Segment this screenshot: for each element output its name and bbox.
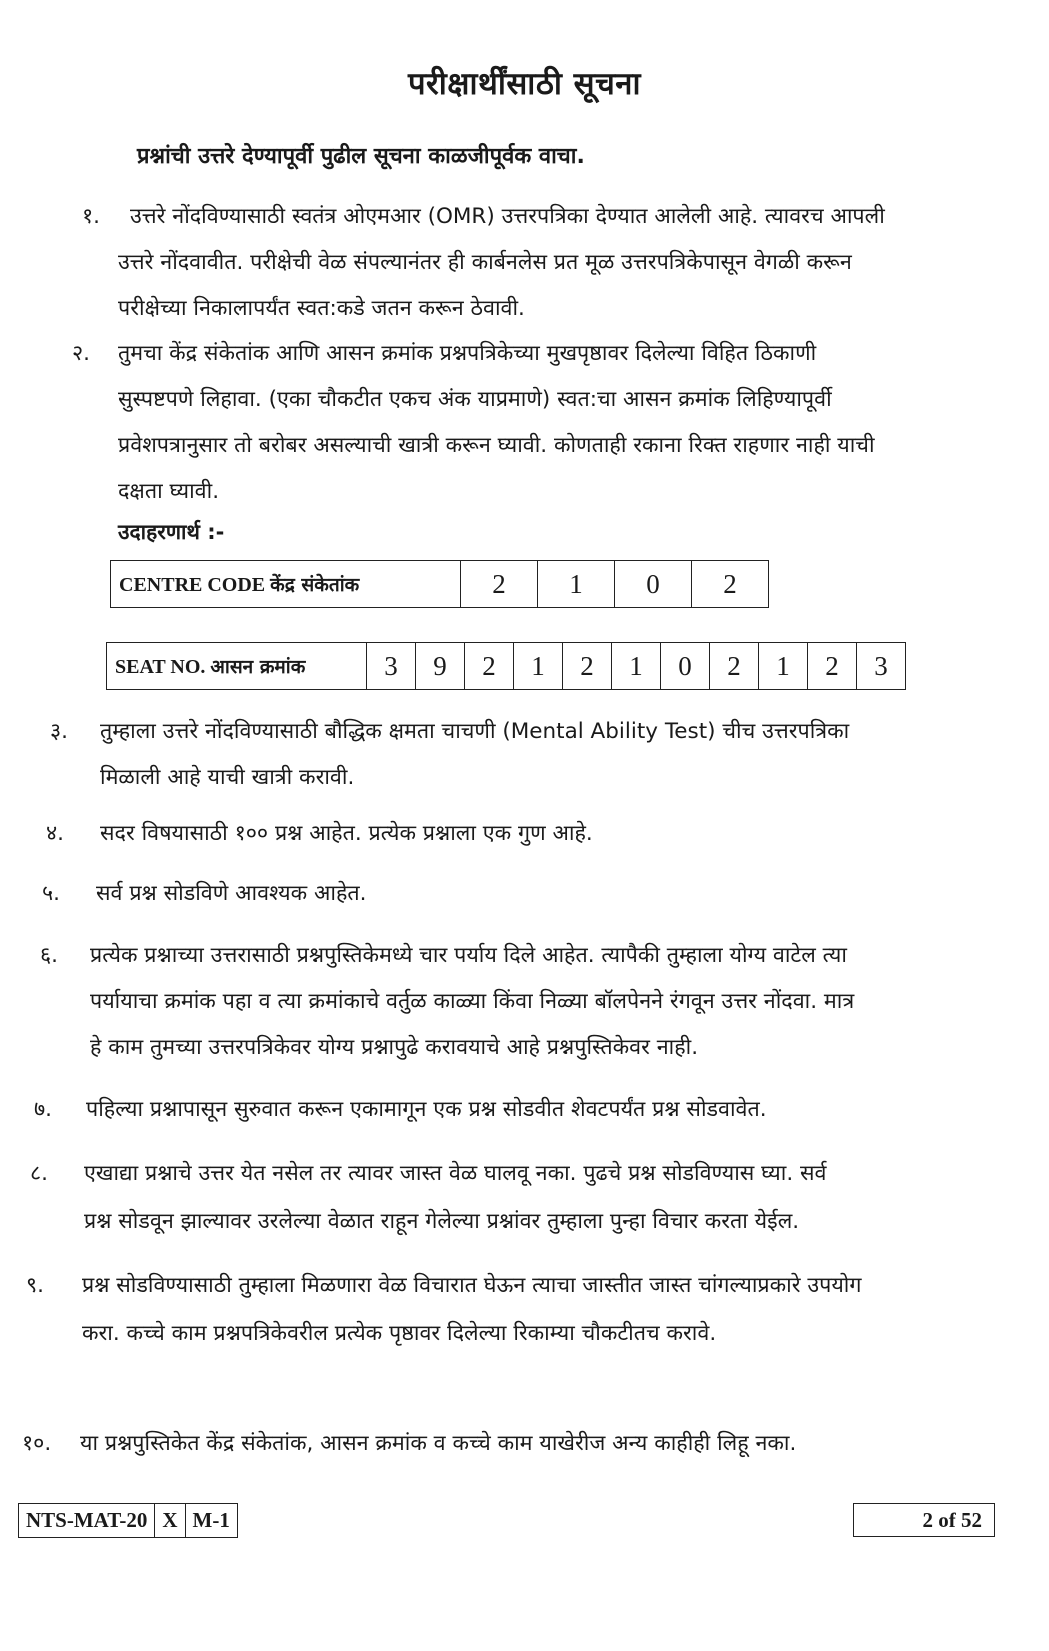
instruction-line: पर्यायाचा क्रमांक पहा व त्या क्रमांकाचे वर्तुळ काळ्या किंवा निळ्या बॉलपेनने रंगवून उत्तर नोंदवा. मात्र — [90, 989, 855, 1014]
instruction-number: ६. — [40, 943, 59, 968]
page-title: परीक्षार्थींसाठी सूचना — [407, 66, 642, 102]
instruction-line: पहिल्या प्रश्नापासून सुरुवात करून एकामागून एक प्रश्न सोडवीत शेवटपर्यंत प्रश्न सोडवावेत. — [86, 1097, 767, 1122]
seat-no-digit: 0 — [661, 643, 710, 690]
example-label: उदाहरणार्थ :- — [118, 520, 225, 544]
instruction-number: ८. — [30, 1161, 49, 1186]
instruction-line: हे काम तुमच्या उत्तरपत्रिकेवर योग्य प्रश्नापुढे करावयाचे आहे प्रश्नपुस्तिकेवर नाही. — [90, 1035, 699, 1060]
seat-no-digit: 2 — [808, 643, 857, 690]
centre-code-label: CENTRE CODE केंद्र संकेतांक — [111, 561, 461, 608]
instruction-number: १. — [82, 204, 101, 229]
instruction-number: २. — [72, 341, 91, 366]
paper-medium: M-1 — [192, 1508, 230, 1532]
seat-no-table — [106, 642, 906, 690]
instruction-line: प्रश्न सोडविण्यासाठी तुम्हाला मिळणारा वेळ विचारात घेऊन त्याचा जास्तीत जास्त चांगल्याप्रकारे उपयोग — [82, 1273, 862, 1298]
instruction-line: एखाद्या प्रश्नाचे उत्तर येत नसेल तर त्यावर जास्त वेळ घालवू नका. पुढचे प्रश्न सोडविण्यास घ्या. सर्व — [84, 1161, 827, 1186]
page-subtitle: प्रश्नांची उत्तरे देण्यापूर्वी पुढील सूचना काळजीपूर्वक वाचा. — [137, 144, 585, 169]
seat-no-digit: 3 — [367, 643, 416, 690]
seat-no-digit: 2 — [710, 643, 759, 690]
paper-set: X — [155, 1504, 185, 1537]
instruction-line: प्रश्न सोडवून झाल्यावर उरलेल्या वेळात राहून गेलेल्या प्रश्नांवर तुम्हाला पुन्हा विचार करता येईल. — [84, 1209, 800, 1234]
instruction-number: १०. — [22, 1431, 52, 1456]
instruction-number: ४. — [46, 821, 65, 846]
instruction-line: सदर विषयासाठी १०० प्रश्न आहेत. प्रत्येक प्रश्नाला एक गुण आहे. — [100, 821, 593, 846]
instruction-line: तुम्हाला उत्तरे नोंदविण्यासाठी बौद्धिक क्षमता चाचणी (Mental Ability Test) चीच उत्तरपत्रिका — [100, 719, 850, 744]
instruction-line: सर्व प्रश्न सोडविणे आवश्यक आहेत. — [96, 881, 367, 906]
instruction-line: दक्षता घ्यावी. — [118, 479, 220, 504]
seat-no-digit: 1 — [514, 643, 563, 690]
seat-no-digit: 3 — [857, 643, 906, 690]
seat-no-digit: 2 — [465, 643, 514, 690]
centre-code-digit: 0 — [615, 561, 692, 608]
seat-no-digit: 1 — [612, 643, 661, 690]
centre-code-digit: 2 — [461, 561, 538, 608]
seat-no-digit: 9 — [416, 643, 465, 690]
instruction-line: परीक्षेच्या निकालापर्यंत स्वत:कडे जतन करून ठेवावी. — [118, 296, 525, 321]
paper-code-box — [18, 1503, 238, 1538]
instruction-line: या प्रश्नपुस्तिकेत केंद्र संकेतांक, आसन क्रमांक व कच्चे काम याखेरीज अन्य काहीही लिहू नका. — [80, 1431, 797, 1456]
centre-code-table — [110, 560, 769, 608]
seat-no-digit: 2 — [563, 643, 612, 690]
centre-code-digit: 1 — [538, 561, 615, 608]
instruction-line: प्रवेशपत्रानुसार तो बरोबर असल्याची खात्री करून घ्यावी. कोणताही रकाना रिक्त राहणार नाही याची — [118, 433, 875, 458]
page-number: 2 of 52 — [853, 1503, 995, 1537]
instruction-line: प्रत्येक प्रश्नाच्या उत्तरासाठी प्रश्नपुस्तिकेमध्ये चार पर्याय दिले आहेत. त्यापैकी तुम्हाला योग्य वाटेल त्या — [90, 943, 847, 968]
instruction-line: उत्तरे नोंदविण्यासाठी स्वतंत्र ओएमआर (OMR) उत्तरपत्रिका देण्यात आलेली आहे. त्यावरच आपली — [130, 204, 885, 229]
instruction-line: तुमचा केंद्र संकेतांक आणि आसन क्रमांक प्रश्नपत्रिकेच्या मुखपृष्ठावर दिलेल्या विहित ठिकाणी — [118, 341, 817, 366]
instruction-line: सुस्पष्टपणे लिहावा. (एका चौकटीत एकच अंक याप्रमाणे) स्वत:चा आसन क्रमांक लिहिण्यापूर्वी — [118, 387, 832, 412]
seat-no-label: SEAT NO. आसन क्रमांक — [107, 643, 367, 690]
instruction-number: ५. — [42, 881, 61, 906]
instruction-line: करा. कच्चे काम प्रश्नपत्रिकेवरील प्रत्येक पृष्ठावर दिलेल्या रिकाम्या चौकटीतच करावे. — [82, 1321, 717, 1346]
instruction-number: ३. — [50, 719, 69, 744]
seat-no-digit: 1 — [759, 643, 808, 690]
centre-code-digit: 2 — [692, 561, 769, 608]
instruction-number: ९. — [26, 1273, 45, 1298]
instruction-line: मिळाली आहे याची खात्री करावी. — [100, 765, 355, 790]
instruction-number: ७. — [34, 1097, 53, 1122]
paper-code: NTS-MAT-20 — [19, 1504, 155, 1537]
instruction-line: उत्तरे नोंदवावीत. परीक्षेची वेळ संपल्यानंतर ही कार्बनलेस प्रत मूळ उत्तरपत्रिकेपासून वेगळी करून — [118, 250, 852, 275]
